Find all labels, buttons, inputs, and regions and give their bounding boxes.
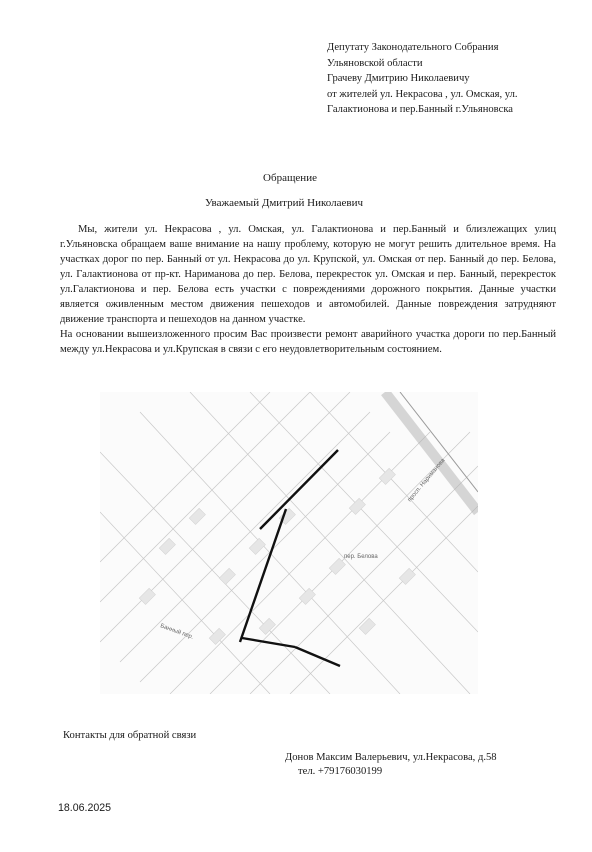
letter-body — [60, 222, 556, 357]
salutation: Уважаемый Дмитрий Николаевич — [205, 197, 363, 209]
addressee-line: Ульяновской области — [327, 57, 423, 69]
street-map-image — [100, 392, 478, 694]
body-paragraph: На основании вышеизложенного просим Вас произвести ремонт аварийного участка дороги по пер.Банный между ул.Некрасова и ул.Крупская в связи с его неудовлетворительным состоянием. — [60, 329, 556, 355]
contacts-label: Контакты для обратной связи — [63, 730, 197, 741]
addressee-line: Депутату Законодательного Собрания — [327, 42, 499, 53]
body-paragraph: Мы, жители ул. Некрасова , ул. Омская, ул. Галактионова и пер.Банный и близлежащих улиц г.Ульяновска обращаем ваше внимание на нашу проблему, которую не могут решить длительное время. На участках дорог по пер. Банный от ул. Некрасова до ул. Крупской, ул. Омская от пер. Банный до пер. Белова, ул. Галактионова от пр-кт. Нариманова до пер. Белова, перекресток ул. Омская и пер. Банный, перекресток ул.Галактионова и пер. Белова есть участки с повреждениями дорожного покрытия. Данные участки является оживленным местом движения пешеходов и автомобилей. Данные повреждения затрудняют движение транспорта и пешеходов на данном участке. — [60, 224, 556, 325]
addressee-line: Грачеву Дмитрию Николаевичу — [327, 73, 470, 84]
signer-phone: тел. +79176030199 — [298, 766, 383, 777]
document-title: Обращение — [263, 172, 317, 184]
document-date: 18.06.2025 — [58, 802, 112, 814]
addressee-line: от жителей ул. Некрасова , ул. Омская, ул. — [327, 88, 518, 100]
map-label-narimanova: просп. Нариманова — [406, 457, 447, 504]
signer-name: Донов Максим Валерьевич, ул.Некрасова, д.58 — [285, 752, 497, 763]
addressee-block — [327, 40, 577, 118]
map-drawing — [100, 392, 478, 694]
map-label-belova: пер. Белова — [344, 554, 378, 560]
map-label-banny: Банный пер. — [159, 623, 195, 641]
addressee-line: Галактионова и пер.Банный г.Ульяновска — [327, 104, 514, 115]
